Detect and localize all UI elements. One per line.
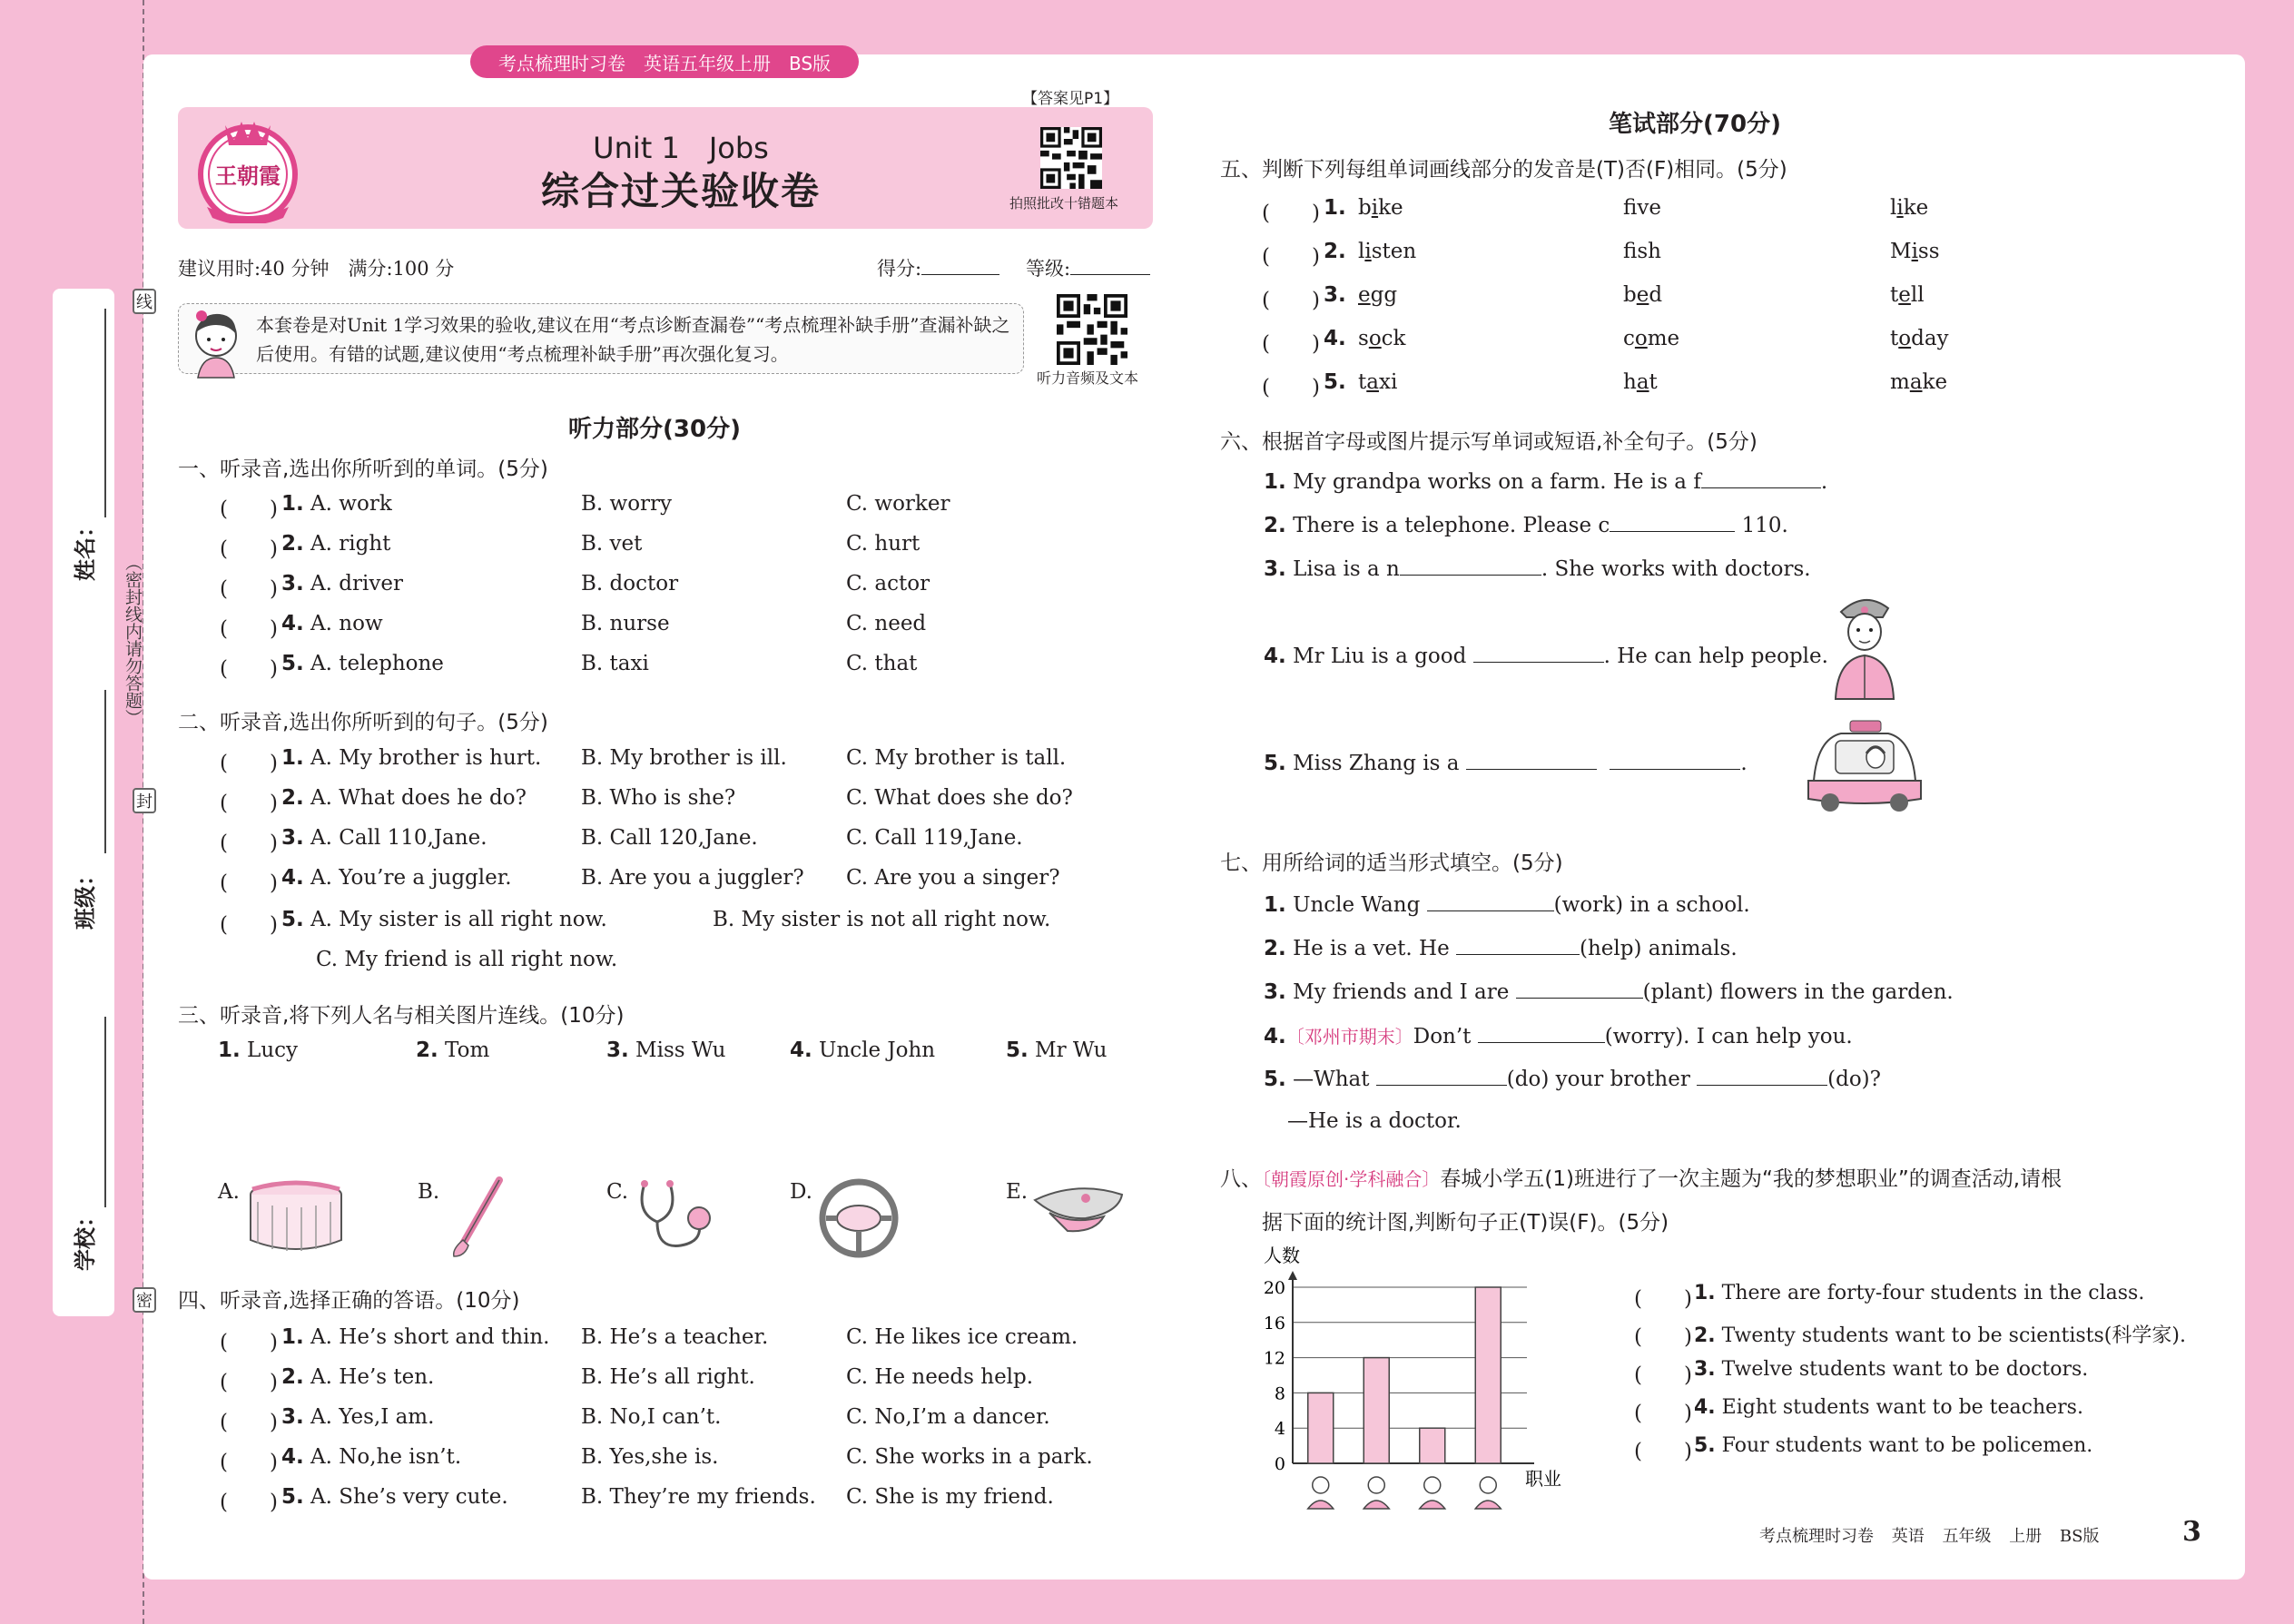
answer-blank[interactable]: ( ) <box>1262 245 1320 269</box>
bar-doctor <box>1475 1287 1501 1463</box>
school-label: 学校： <box>73 1206 98 1271</box>
policeman-icon <box>1828 590 1901 701</box>
brand-logo <box>189 113 307 223</box>
answer-blank[interactable]: ( ) <box>1262 376 1320 399</box>
q4-item-4-option-c: C. She works in a park. <box>846 1445 1093 1469</box>
steering-wheel-icon[interactable] <box>817 1176 901 1260</box>
answer-blank[interactable] <box>1610 512 1735 532</box>
page-title: 综合过关验收卷 <box>540 169 821 213</box>
q5-item-3-word-3: tell <box>1890 283 1925 307</box>
answer-blank[interactable] <box>1376 1066 1507 1086</box>
page-number: 3 <box>2182 1516 2201 1548</box>
svg-text:王朝霞: 王朝霞 <box>215 162 281 189</box>
answer-blank[interactable]: ( ) <box>1262 202 1320 225</box>
notice-text: 本套卷是对Unit 1学习效果的验收,建议在用“考点诊断查漏卷”“考点梳理补缺手册”查漏补缺之后使用。有错的试题,建议使用“考点梳理补缺手册”再次强化复习。 <box>256 314 1010 365</box>
stethoscope-icon[interactable] <box>626 1176 721 1260</box>
q6-item2: 2. There is a telephone. Please c 110. <box>1264 514 1788 537</box>
q5-item-2-word-3: Miss <box>1890 240 1940 263</box>
scientist-icon <box>1364 1477 1389 1509</box>
seal-mark-bottom: 密 <box>133 1287 156 1313</box>
q2-item-1-option-b: B. My brother is ill. <box>581 746 787 770</box>
series-banner: 考点梳理时习卷 英语五年级上册 BS版 <box>470 45 859 78</box>
unit-title: Unit 1 Jobs <box>593 131 769 165</box>
answer-blank[interactable]: ( ) <box>220 913 278 937</box>
qr-code-audio[interactable] <box>1057 294 1127 365</box>
q1-item-3-option-b: B. doctor <box>581 572 679 595</box>
answer-reference: 【答案见P1】 <box>1022 90 1119 108</box>
answer-blank[interactable] <box>1610 750 1740 770</box>
q4-item-3-option-b: B. No,I can’t. <box>581 1405 722 1429</box>
seal-mark-top: 线 <box>133 289 156 314</box>
q5-item-1-word-3: like <box>1890 196 1929 220</box>
q7-item3: 3. My friends and I are (plant) flowers in the garden. <box>1264 980 1954 1004</box>
q1-item-2-option-b: B. vet <box>581 532 643 556</box>
q8-statement-4: 4. Eight students want to be teachers. <box>1694 1396 2083 1419</box>
q2-item5-option-b: B. My sister is not all right now. <box>713 908 1051 931</box>
grade-label: 等级: <box>1026 258 1071 280</box>
q3-heading: 三、听录音,将下列人名与相关图片连线。(10分) <box>178 1004 625 1028</box>
q7-item4: 4.〔邓州市期末〕Don’t (worry). I can help you. <box>1264 1025 1853 1048</box>
q8-statement-5: 5. Four students want to be policemen. <box>1694 1434 2093 1457</box>
q5-item-4-word-3: today <box>1890 327 1949 350</box>
y-tick-label: 16 <box>1263 1313 1285 1334</box>
q5-heading: 五、判断下列每组单词画线部分的发音是(T)否(F)相同。(5分) <box>1220 158 1787 182</box>
y-axis-arrow <box>1288 1271 1297 1280</box>
answer-blank[interactable]: ( ) <box>1634 1325 1692 1349</box>
q1-item-2-option-a: 2. A. right <box>281 532 391 556</box>
q6-heading: 六、根据首字母或图片提示写单词或短语,补全句子。(5分) <box>1220 430 1757 454</box>
answer-blank[interactable]: ( ) <box>220 1411 278 1434</box>
writing-section-title: 笔试部分(70分) <box>1609 111 1781 138</box>
school-field[interactable] <box>104 1017 106 1207</box>
q7-item2: 2. He is a vet. He (help) animals. <box>1264 937 1738 960</box>
q1-item-3-option-c: C. actor <box>846 572 930 595</box>
answer-blank[interactable]: ( ) <box>220 577 278 601</box>
q3-picture-label-1: A. <box>218 1180 240 1204</box>
q1-item-4-option-c: C. need <box>846 612 927 635</box>
brush-icon[interactable] <box>445 1176 508 1260</box>
answer-blank[interactable]: ( ) <box>1262 289 1320 312</box>
q4-item-3-option-a: 3. A. Yes,I am. <box>281 1405 435 1429</box>
q1-item-4-option-a: 4. A. now <box>281 612 383 635</box>
answer-blank[interactable]: ( ) <box>220 1451 278 1474</box>
q3-picture-label-4: D. <box>790 1180 812 1204</box>
q3-picture-label-5: E. <box>1006 1180 1029 1204</box>
source-tag: 〔朝霞原创·学科融合〕 <box>1262 1168 1441 1190</box>
y-tick-label: 4 <box>1274 1419 1285 1440</box>
q3-name-3: 3. Miss Wu <box>606 1038 726 1062</box>
q2-item5-option-c: C. My friend is all right now. <box>316 948 618 971</box>
q5-item-1-word-1: bike <box>1358 196 1403 220</box>
q2-item-4-option-b: B. Are you a juggler? <box>581 866 804 890</box>
q4-item-1-option-a: 1. A. He’s short and thin. <box>281 1325 550 1349</box>
q2-item-2-option-a: 2. A. What does he do? <box>281 786 527 810</box>
q5-item-1-number: 1. <box>1324 196 1346 220</box>
policeman-icon <box>1420 1477 1445 1509</box>
q4-heading: 四、听录音,选择正确的答语。(10分) <box>178 1289 520 1313</box>
q1-item-4-option-b: B. nurse <box>581 612 670 635</box>
chart-x-label: 职业 <box>1525 1468 1561 1490</box>
class-label: 班级： <box>73 864 98 930</box>
q2-heading: 二、听录音,选出你所听到的句子。(5分) <box>178 711 548 734</box>
q3-name-5: 5. Mr Wu <box>1006 1038 1108 1062</box>
q5-item-4-word-2: come <box>1623 327 1680 350</box>
q3-name-4: 4. Uncle John <box>790 1038 936 1062</box>
q2-item5: 5. A. My sister is all right now. <box>281 908 607 931</box>
girl-cartoon-icon <box>183 305 249 379</box>
q2-item-3-option-b: B. Call 120,Jane. <box>581 826 758 850</box>
q6-item4: 4. Mr Liu is a good . He can help people. <box>1264 645 1828 668</box>
q1-item-2-option-c: C. hurt <box>846 532 921 556</box>
q3-picture-label-2: B. <box>418 1180 440 1204</box>
y-tick-label: 0 <box>1274 1454 1285 1474</box>
answer-blank[interactable] <box>1697 1066 1827 1086</box>
q6-item5: 5. Miss Zhang is a . <box>1264 752 1748 775</box>
answer-blank[interactable] <box>1478 1023 1605 1043</box>
q4-item-4-option-b: B. Yes,she is. <box>581 1445 719 1469</box>
score-label: 得分: <box>877 258 922 280</box>
q5-item-2-word-1: listen <box>1358 240 1417 263</box>
y-tick-label: 12 <box>1263 1348 1285 1369</box>
q7-heading: 七、用所给词的适当形式填空。(5分) <box>1220 851 1563 875</box>
grade-field[interactable] <box>1026 254 1150 281</box>
answer-blank[interactable]: ( ) <box>1634 1363 1692 1387</box>
name-label: 姓名： <box>73 516 98 581</box>
q4-item-5-option-b: B. They’re my friends. <box>581 1485 816 1509</box>
q1-item-1-option-c: C. worker <box>846 492 950 516</box>
answer-blank[interactable]: ( ) <box>220 752 278 775</box>
q2-item-2-option-b: B. Who is she? <box>581 786 736 810</box>
answer-blank[interactable] <box>1516 979 1643 999</box>
doctor-icon <box>1475 1477 1501 1509</box>
q5-item-3-number: 3. <box>1324 283 1346 307</box>
answer-blank[interactable]: ( ) <box>220 871 278 895</box>
drum-icon[interactable] <box>245 1176 347 1260</box>
q2-item-4-option-a: 4. A. You’re a juggler. <box>281 866 512 890</box>
bar-teacher <box>1308 1393 1334 1463</box>
qr-caption-audio: 听力音频及文本 <box>1037 369 1139 387</box>
q1-item-1-option-b: B. worry <box>581 492 673 516</box>
q2-item-4-option-c: C. Are you a singer? <box>846 866 1060 890</box>
time-score-info: 建议用时:40 分钟 满分:100 分 <box>178 258 455 280</box>
chart-y-label: 人数 <box>1264 1245 1300 1266</box>
q4-item-4-option-a: 4. A. No,he isn’t. <box>281 1445 462 1469</box>
q8-statement-3: 3. Twelve students want to be doctors. <box>1694 1358 2089 1381</box>
police-cap-icon[interactable] <box>1031 1176 1126 1249</box>
q4-item-1-option-c: C. He likes ice cream. <box>846 1325 1078 1349</box>
q5-item-2-number: 2. <box>1324 240 1346 263</box>
bar-policeman <box>1420 1428 1445 1463</box>
qr-caption-correction: 拍照批改十错题本 <box>1009 195 1119 212</box>
answer-blank[interactable]: ( ) <box>220 792 278 815</box>
answer-blank[interactable] <box>1456 935 1580 955</box>
q5-item-5-number: 5. <box>1324 370 1346 394</box>
q2-item-3-option-c: C. Call 119,Jane. <box>846 826 1023 850</box>
y-tick-label: 20 <box>1263 1278 1285 1298</box>
answer-blank[interactable] <box>1400 556 1541 576</box>
q2-item-1-option-a: 1. A. My brother is hurt. <box>281 746 542 770</box>
q1-item-5-option-a: 5. A. telephone <box>281 652 444 675</box>
answer-blank[interactable]: ( ) <box>220 1491 278 1514</box>
paper-sheet <box>143 54 2245 1580</box>
answer-blank[interactable]: ( ) <box>220 617 278 641</box>
answer-blank[interactable] <box>1473 643 1604 663</box>
q5-item-1-word-2: fve <box>1623 196 1661 220</box>
answer-blank[interactable]: ( ) <box>1634 1402 1692 1425</box>
q4-item-2-option-a: 2. A. He’s ten. <box>281 1365 435 1389</box>
q5-item-5-word-1: taxi <box>1358 370 1398 394</box>
answer-blank[interactable]: ( ) <box>1262 332 1320 356</box>
answer-blank[interactable]: ( ) <box>1634 1287 1692 1311</box>
taxi-driver-icon <box>1805 717 1925 813</box>
q8-heading: 八、〔朝霞原创·学科融合〕春城小学五(1)班进行了一次主题为“我的梦想职业”的调查活动,请根 <box>1220 1167 2063 1191</box>
q4-item-5-option-c: C. She is my friend. <box>846 1485 1054 1509</box>
q8-statement-2: 2. Twenty students want to be scientists(科学家). <box>1694 1324 2186 1347</box>
teacher-icon <box>1308 1477 1334 1509</box>
answer-blank[interactable]: ( ) <box>220 1371 278 1394</box>
q2-item-3-option-a: 3. A. Call 110,Jane. <box>281 826 487 850</box>
q1-item-1-option-a: 1. A. work <box>281 492 392 516</box>
q4-item-2-option-b: B. He’s all right. <box>581 1365 755 1389</box>
q8-heading-line2: 据下面的统计图,判断句子正(T)误(F)。(5分) <box>1262 1211 1669 1235</box>
score-field[interactable] <box>877 254 999 281</box>
q6-item3: 3. Lisa is a n . She works with doctors. <box>1264 557 1811 581</box>
answer-blank[interactable]: ( ) <box>220 537 278 561</box>
answer-blank[interactable] <box>1466 750 1597 770</box>
q2-item-1-option-c: C. My brother is tall. <box>846 746 1067 770</box>
q4-item-5-option-a: 5. A. She’s very cute. <box>281 1485 508 1509</box>
q7-item5: 5. —What (do) your brother (do)? <box>1264 1068 1881 1091</box>
q5-item-2-word-2: fsh <box>1623 240 1661 263</box>
source-tag: 〔邓州市期末〕 <box>1285 1026 1413 1048</box>
q5-item-4-number: 4. <box>1324 327 1346 350</box>
q1-heading: 一、听录音,选出你所听到的单词。(5分) <box>178 458 548 481</box>
answer-blank[interactable]: ( ) <box>220 832 278 855</box>
q1-item-5-option-b: B. taxi <box>581 652 649 675</box>
q7-item1: 1. Uncle Wang (work) in a school. <box>1264 893 1750 917</box>
bar-chart <box>1242 1244 1569 1525</box>
answer-blank[interactable]: ( ) <box>220 497 278 521</box>
seal-note: （密封线内请勿答题） <box>123 554 143 726</box>
q6-item1: 1. My grandpa works on a farm. He is a f . <box>1264 470 1828 494</box>
q3-name-1: 1. Lucy <box>218 1038 299 1062</box>
answer-blank[interactable] <box>1427 891 1554 911</box>
class-field[interactable] <box>104 690 106 853</box>
q5-item-3-word-1: egg <box>1358 283 1398 307</box>
bar-scientist <box>1364 1358 1389 1463</box>
answer-blank[interactable]: ( ) <box>1634 1440 1692 1463</box>
qr-code-correction[interactable] <box>1040 127 1102 189</box>
q1-item-3-option-a: 3. A. driver <box>281 572 403 595</box>
answer-blank[interactable]: ( ) <box>220 657 278 681</box>
q2-item-2-option-c: C. What does she do? <box>846 786 1073 810</box>
q3-picture-label-3: C. <box>606 1180 629 1204</box>
answer-blank[interactable] <box>1701 468 1821 488</box>
q5-item-5-word-3: make <box>1890 370 1948 394</box>
q5-item-5-word-2: hat <box>1623 370 1658 394</box>
name-field[interactable] <box>104 309 106 517</box>
q5-item-4-word-1: sock <box>1358 327 1406 350</box>
q7-item5-answer: —He is a doctor. <box>1287 1109 1462 1133</box>
q3-name-2: 2. Tom <box>416 1038 490 1062</box>
listening-section-title: 听力部分(30分) <box>568 416 741 443</box>
answer-blank[interactable]: ( ) <box>220 1331 278 1354</box>
seal-mark-mid: 封 <box>133 788 156 813</box>
q8-statement-1: 1. There are forty-four students in the class. <box>1694 1282 2145 1304</box>
y-tick-label: 8 <box>1274 1383 1285 1404</box>
q4-item-2-option-c: C. He needs help. <box>846 1365 1034 1389</box>
q4-item-3-option-c: C. No,I’m a dancer. <box>846 1405 1050 1429</box>
footer-text: 考点梳理时习卷 英语 五年级 上册 BS版 <box>1759 1527 2100 1546</box>
q4-item-1-option-b: B. He’s a teacher. <box>581 1325 769 1349</box>
q1-item-5-option-c: C. that <box>846 652 918 675</box>
q5-item-3-word-2: bed <box>1623 283 1663 307</box>
